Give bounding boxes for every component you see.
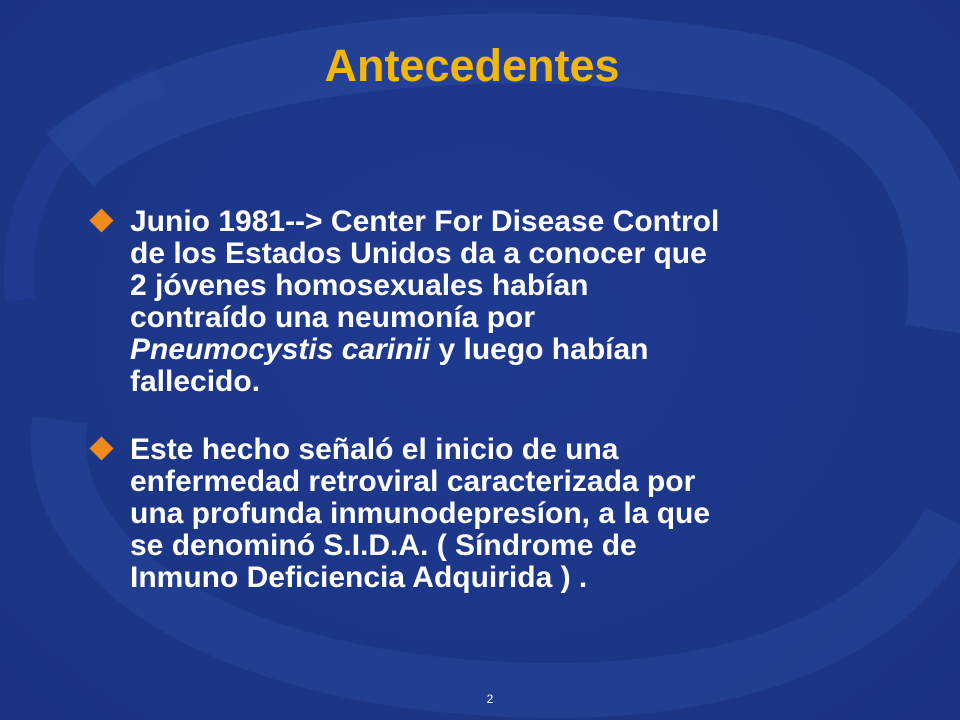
bullet-item bbox=[88, 434, 888, 594]
slide-title: Antecedentes bbox=[324, 40, 620, 91]
bullet-line: contraído una neumonía por bbox=[130, 301, 536, 334]
bullet-item bbox=[88, 206, 888, 398]
bullet-line: 2 jóvenes homosexuales habían bbox=[130, 269, 589, 302]
bullet-line-rest: y luego habían bbox=[430, 333, 649, 366]
bullet-list bbox=[88, 206, 888, 594]
orange-diamond-icon bbox=[89, 208, 113, 232]
bullet-line: enfermedad retroviral caracterizada por bbox=[130, 465, 696, 498]
bullet-line: una profunda inmunodepresíon, a la que bbox=[130, 497, 711, 530]
bullet-line: Este hecho señaló el inicio de una bbox=[130, 433, 619, 466]
bullet-line: fallecido. bbox=[130, 365, 261, 398]
bullet-line bbox=[130, 334, 888, 366]
bullet-line: Junio 1981--> Center For Disease Control bbox=[130, 205, 720, 238]
species-name: Pneumocystis carinii bbox=[130, 333, 431, 366]
bullet-line: de los Estados Unidos da a conocer que bbox=[130, 237, 707, 270]
bullet-line: se denominó S.I.D.A. ( Síndrome de bbox=[130, 529, 637, 562]
page-number: 2 bbox=[486, 692, 494, 706]
bullet-line: Inmuno Deficiencia Adquirida ) . bbox=[130, 561, 588, 594]
orange-diamond-icon bbox=[89, 436, 113, 460]
